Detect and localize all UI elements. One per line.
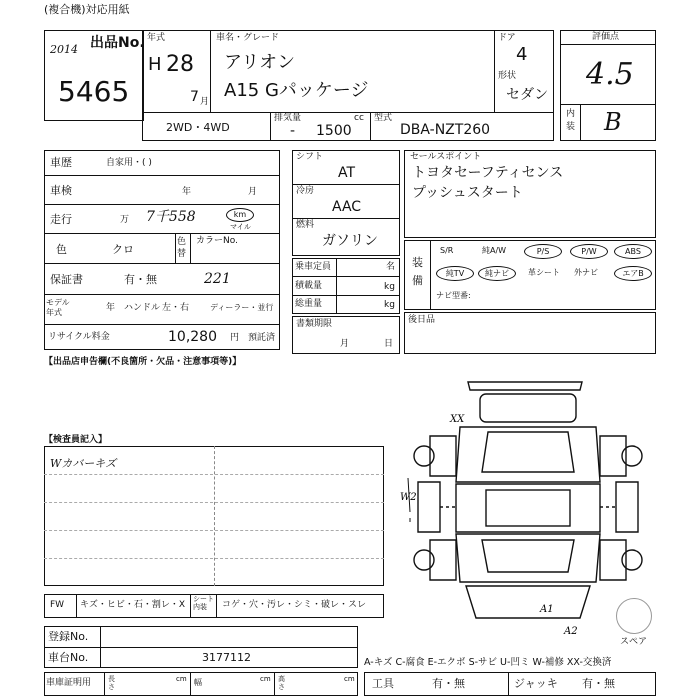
tools-value: 有・無 <box>432 677 465 690</box>
warranty-value: 有・無 <box>124 273 157 286</box>
vehicle-name: アリオン <box>224 52 296 73</box>
mileage-label: 走行 <box>50 213 72 226</box>
mileage-value: 7千558 <box>146 209 196 225</box>
handle-label: ハンドル <box>124 303 161 313</box>
drive-type: 2WD・4WD <box>166 121 230 134</box>
displacement-value: 1500 <box>316 123 352 139</box>
doors-value: 4 <box>516 44 528 65</box>
inspection-year-unit: 年 <box>182 187 192 197</box>
equipment-item-row2-2: 革シート <box>528 268 560 277</box>
mark-a1: A1 <box>540 604 554 615</box>
recycle-value: 10,280 <box>168 329 217 345</box>
doors-label: ドア <box>498 33 516 43</box>
inspection-month-unit: 月 <box>248 187 258 197</box>
recycle-label: リサイクル料金 <box>48 332 110 342</box>
equipment-label: 装備 <box>412 256 423 287</box>
inspector-label: 【検査員記入】 <box>44 435 108 445</box>
man-unit: 万 <box>120 215 130 225</box>
capacity-label: 乗車定員 <box>295 262 332 272</box>
recycle-unit: 円 <box>230 333 240 343</box>
chassis-value: 3177112 <box>202 651 251 664</box>
deposit-label: 預託済 <box>248 333 276 343</box>
color-label: 色 <box>56 243 67 256</box>
color-no-value: 221 <box>204 271 231 287</box>
equipment-item-row1-3: P/W <box>570 244 608 259</box>
history-label: 車歴 <box>50 156 72 169</box>
mark-xx: XX <box>450 414 465 425</box>
score-label: 評価点 <box>592 32 620 42</box>
ac-label: 冷房 <box>296 186 315 196</box>
shape-label: 形状 <box>498 71 517 81</box>
equipment-item-row2-0: 純TV <box>436 266 474 281</box>
seat-value: コゲ・穴・汚レ・シミ・破レ・スレ <box>222 600 367 610</box>
history-value: 自家用・( ) <box>106 158 152 168</box>
interior-value: B <box>604 108 622 136</box>
warranty-label: 保証書 <box>50 273 83 286</box>
displacement-label: 排気量 <box>274 113 302 123</box>
form-header-text: (複合機)対応用紙 <box>44 3 130 16</box>
lot-label: 出品No. <box>90 35 145 51</box>
reg-label: 登録No. <box>48 630 89 643</box>
doc-label: 書類期限 <box>296 319 333 329</box>
model-year-unit: 年 <box>106 303 116 313</box>
rear-box <box>404 312 656 354</box>
capacity-unit: 名 <box>386 262 396 272</box>
height-unit: cm <box>344 675 355 683</box>
inspection-label: 車検 <box>50 184 72 197</box>
spare-label: スペア <box>620 637 648 647</box>
era: H <box>148 54 162 75</box>
model-year-label: モデル年式 <box>46 298 70 317</box>
load-unit: kg <box>384 282 395 292</box>
equipment-item-row1-1: 純A/W <box>482 246 507 255</box>
lot-year-stamp: 2014 <box>50 43 78 56</box>
fuel-label: 燃料 <box>296 220 315 230</box>
weight-label: 総重量 <box>295 299 323 309</box>
damage-legend: A-キズ C-腐食 E-エクボ S-サビ U-凹ミ W-補修 XX-交換済 <box>364 657 612 668</box>
score-value: 4.5 <box>586 57 634 92</box>
mile-unit: マイル <box>230 223 251 231</box>
color-value: クロ <box>112 243 134 256</box>
color-change-label: 色替 <box>177 237 187 259</box>
dealer-label: ディーラー・並行 <box>210 303 274 312</box>
year-value: 28 <box>166 52 194 77</box>
model-value: DBA-NZT260 <box>400 122 491 138</box>
equipment-item-row2-4: エアB <box>614 266 652 281</box>
lot-number: 5465 <box>58 75 130 108</box>
handle-value: 左・右 <box>162 303 190 313</box>
inspector-note: Wカバーキズ <box>50 457 117 470</box>
model-label: 型式 <box>374 113 393 123</box>
garage-label: 車庫証明用 <box>46 678 92 688</box>
weight-unit: kg <box>384 300 395 310</box>
fw-label: FW <box>50 600 65 610</box>
chassis-label: 車台No. <box>48 651 89 664</box>
displacement-dash: - <box>290 123 296 139</box>
name-label: 車名・グレード <box>216 33 280 43</box>
equipment-item-row1-2: P/S <box>524 244 562 259</box>
notice-header: 【出品店申告欄(不良箇所・欠品・注意事項等)】 <box>44 357 242 367</box>
sales-point-line2: プッシュスタート <box>412 185 523 201</box>
color-no-label: カラーNo. <box>196 236 238 246</box>
fuel-value: ガソリン <box>322 233 378 249</box>
sales-point-line1: トヨタセーフティセンス <box>412 165 564 181</box>
shift-value: AT <box>338 165 356 181</box>
ac-value: AAC <box>332 199 362 215</box>
mark-w2: W2 <box>400 492 417 503</box>
year-label: 年式 <box>147 33 166 43</box>
cc-unit: cc <box>354 113 364 123</box>
month-value: 7 <box>190 89 199 105</box>
equipment-item-row1-4: ABS <box>614 244 652 259</box>
interior-label: 内装 <box>566 109 576 132</box>
shape-value: セダン <box>506 87 549 103</box>
tools-label: 工具 <box>372 677 394 690</box>
seat-label: シート内装 <box>193 595 214 611</box>
shift-label: シフト <box>296 152 324 162</box>
history-box <box>44 150 280 350</box>
vehicle-grade: A15 Gパッケージ <box>224 80 369 101</box>
rear-label: 後日品 <box>408 315 436 325</box>
month-unit: 月 <box>200 97 210 107</box>
doc-day: 日 <box>384 339 394 349</box>
length-label: 長さ <box>108 675 115 691</box>
jack-value: 有・無 <box>582 677 615 690</box>
length-unit: cm <box>176 675 187 683</box>
jack-label: ジャッキ <box>514 677 558 690</box>
sales-point-label: セールスポイント <box>410 152 482 162</box>
height-label: 高さ <box>278 675 285 691</box>
equipment-item-row2-3: 外ナビ <box>574 268 598 277</box>
navi-label: ナビ型番: <box>436 291 471 300</box>
fw-value: キズ・ヒビ・石・割レ・X <box>80 600 185 610</box>
width-label: 幅 <box>194 678 202 687</box>
spare-tire-icon <box>616 598 652 634</box>
km-unit: km <box>226 208 254 222</box>
width-unit: cm <box>260 675 271 683</box>
doc-month: 月 <box>340 339 350 349</box>
equipment-item-row2-1: 純ナビ <box>478 266 516 281</box>
mark-a2: A2 <box>564 626 578 637</box>
load-label: 積載量 <box>295 281 323 291</box>
equipment-item-row1-0: S/R <box>440 246 454 255</box>
